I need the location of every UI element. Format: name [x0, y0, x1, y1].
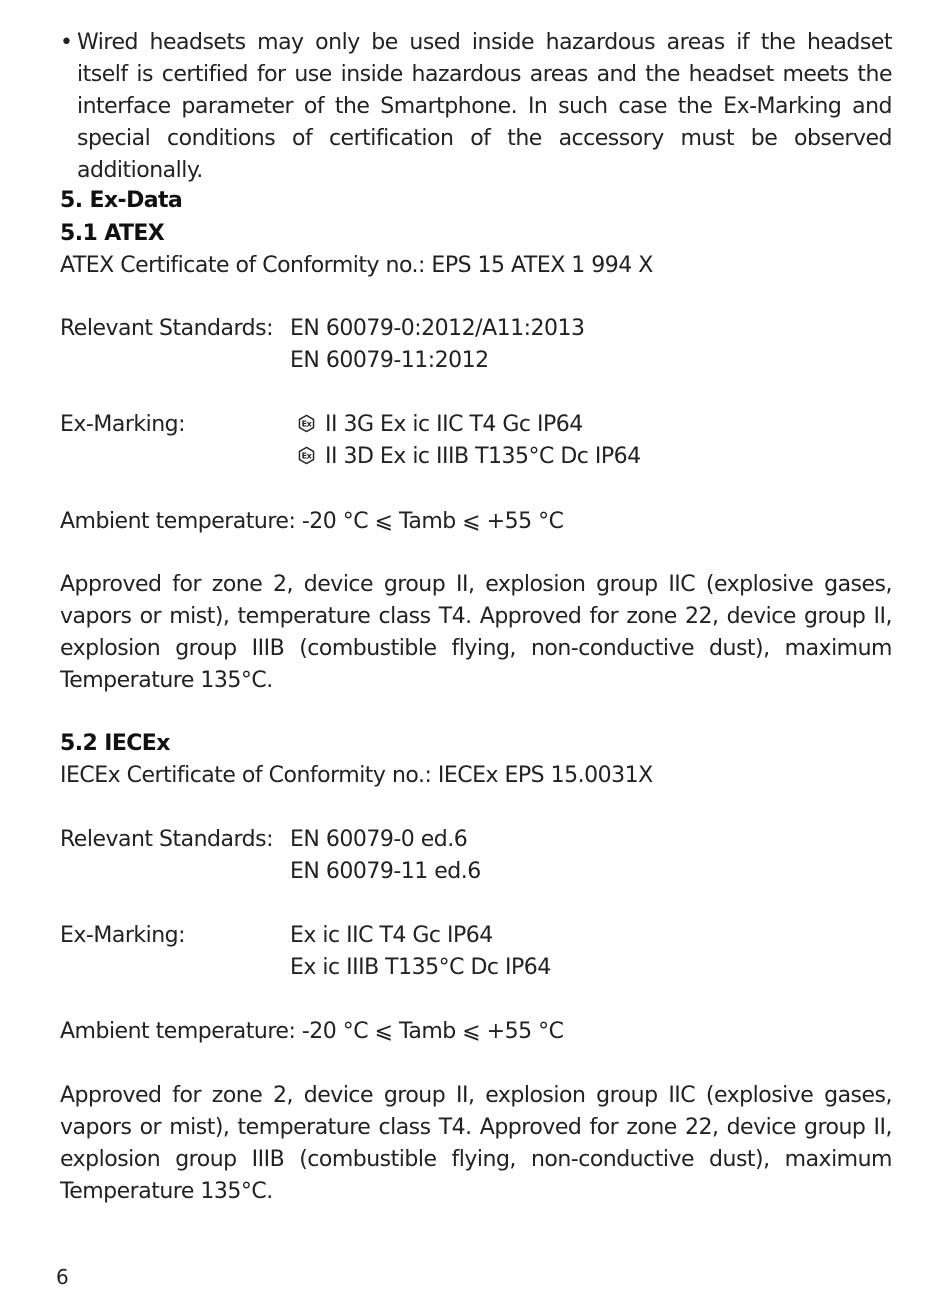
iecex-marking-2: Ex ic IIIB T135°C Dc IP64	[290, 955, 551, 980]
iecex-standard-2: EN 60079-11 ed.6	[290, 859, 481, 884]
section-heading-ex-data: 5. Ex-Data	[60, 188, 183, 213]
ex-hexagon-icon	[297, 414, 316, 433]
atex-standards-label: Relevant Standards:	[60, 316, 274, 341]
atex-certificate-line: ATEX Certificate of Conformity no.: EPS 15 ATEX 1 994 X	[60, 253, 653, 278]
ex-hexagon-icon	[297, 446, 316, 465]
iecex-approval-paragraph: Approved for zone 2, device group II, explosion group IIC (explosive gases, vapors or mist), temperature class T4. Approved for zone 22, device group II, explosion group IIIB (combustible flying, non-conductive dust), maximum Temperature 135°C.	[60, 1083, 892, 1204]
iecex-ambient-temperature: Ambient temperature: -20 °C ⩽ Tamb ⩽ +55 °C	[60, 1019, 564, 1044]
svg-text:Ex: Ex	[301, 451, 312, 461]
iecex-certificate-line: IECEx Certificate of Conformity no.: IECEx EPS 15.0031X	[60, 763, 653, 788]
page-number: 6	[56, 1265, 69, 1289]
bullet-item	[60, 27, 892, 187]
atex-marking-2	[297, 441, 641, 473]
atex-standard-1: EN 60079-0:2012/A11:2013	[290, 316, 585, 341]
atex-ambient-temperature: Ambient temperature: -20 °C ⩽ Tamb ⩽ +55 °C	[60, 509, 564, 534]
iecex-standards-label: Relevant Standards:	[60, 827, 274, 852]
iecex-marking-label: Ex-Marking:	[60, 923, 186, 948]
iecex-marking-1: Ex ic IIC T4 Gc IP64	[290, 923, 493, 948]
svg-text:Ex: Ex	[301, 419, 312, 429]
atex-marking-2-text: II 3D Ex ic IIIB T135°C Dc IP64	[325, 444, 641, 469]
atex-marking-label: Ex-Marking:	[60, 412, 186, 437]
atex-marking-1	[297, 409, 583, 441]
atex-approval-paragraph: Approved for zone 2, device group II, explosion group IIC (explosive gases, vapors or mist), temperature class T4. Approved for zone 22, device group II, explosion group IIIB (combustible flying, non-conductive dust), maximum Temperature 135°C.	[60, 572, 892, 693]
subsection-heading-atex: 5.1 ATEX	[60, 221, 165, 246]
bullet-text: Wired headsets may only be used inside hazardous areas if the headset itself is certified for use inside hazardous areas and the headset meets the interface parameter of the Smartphone. In such case the Ex-Marking and special conditions of certification of the accessory must be observed additionally.	[77, 30, 892, 183]
bullet-marker: •	[60, 30, 73, 55]
atex-standard-2: EN 60079-11:2012	[290, 348, 489, 373]
iecex-standard-1: EN 60079-0 ed.6	[290, 827, 468, 852]
atex-marking-1-text: II 3G Ex ic IIC T4 Gc IP64	[325, 412, 583, 437]
subsection-heading-iecex: 5.2 IECEx	[60, 731, 170, 756]
